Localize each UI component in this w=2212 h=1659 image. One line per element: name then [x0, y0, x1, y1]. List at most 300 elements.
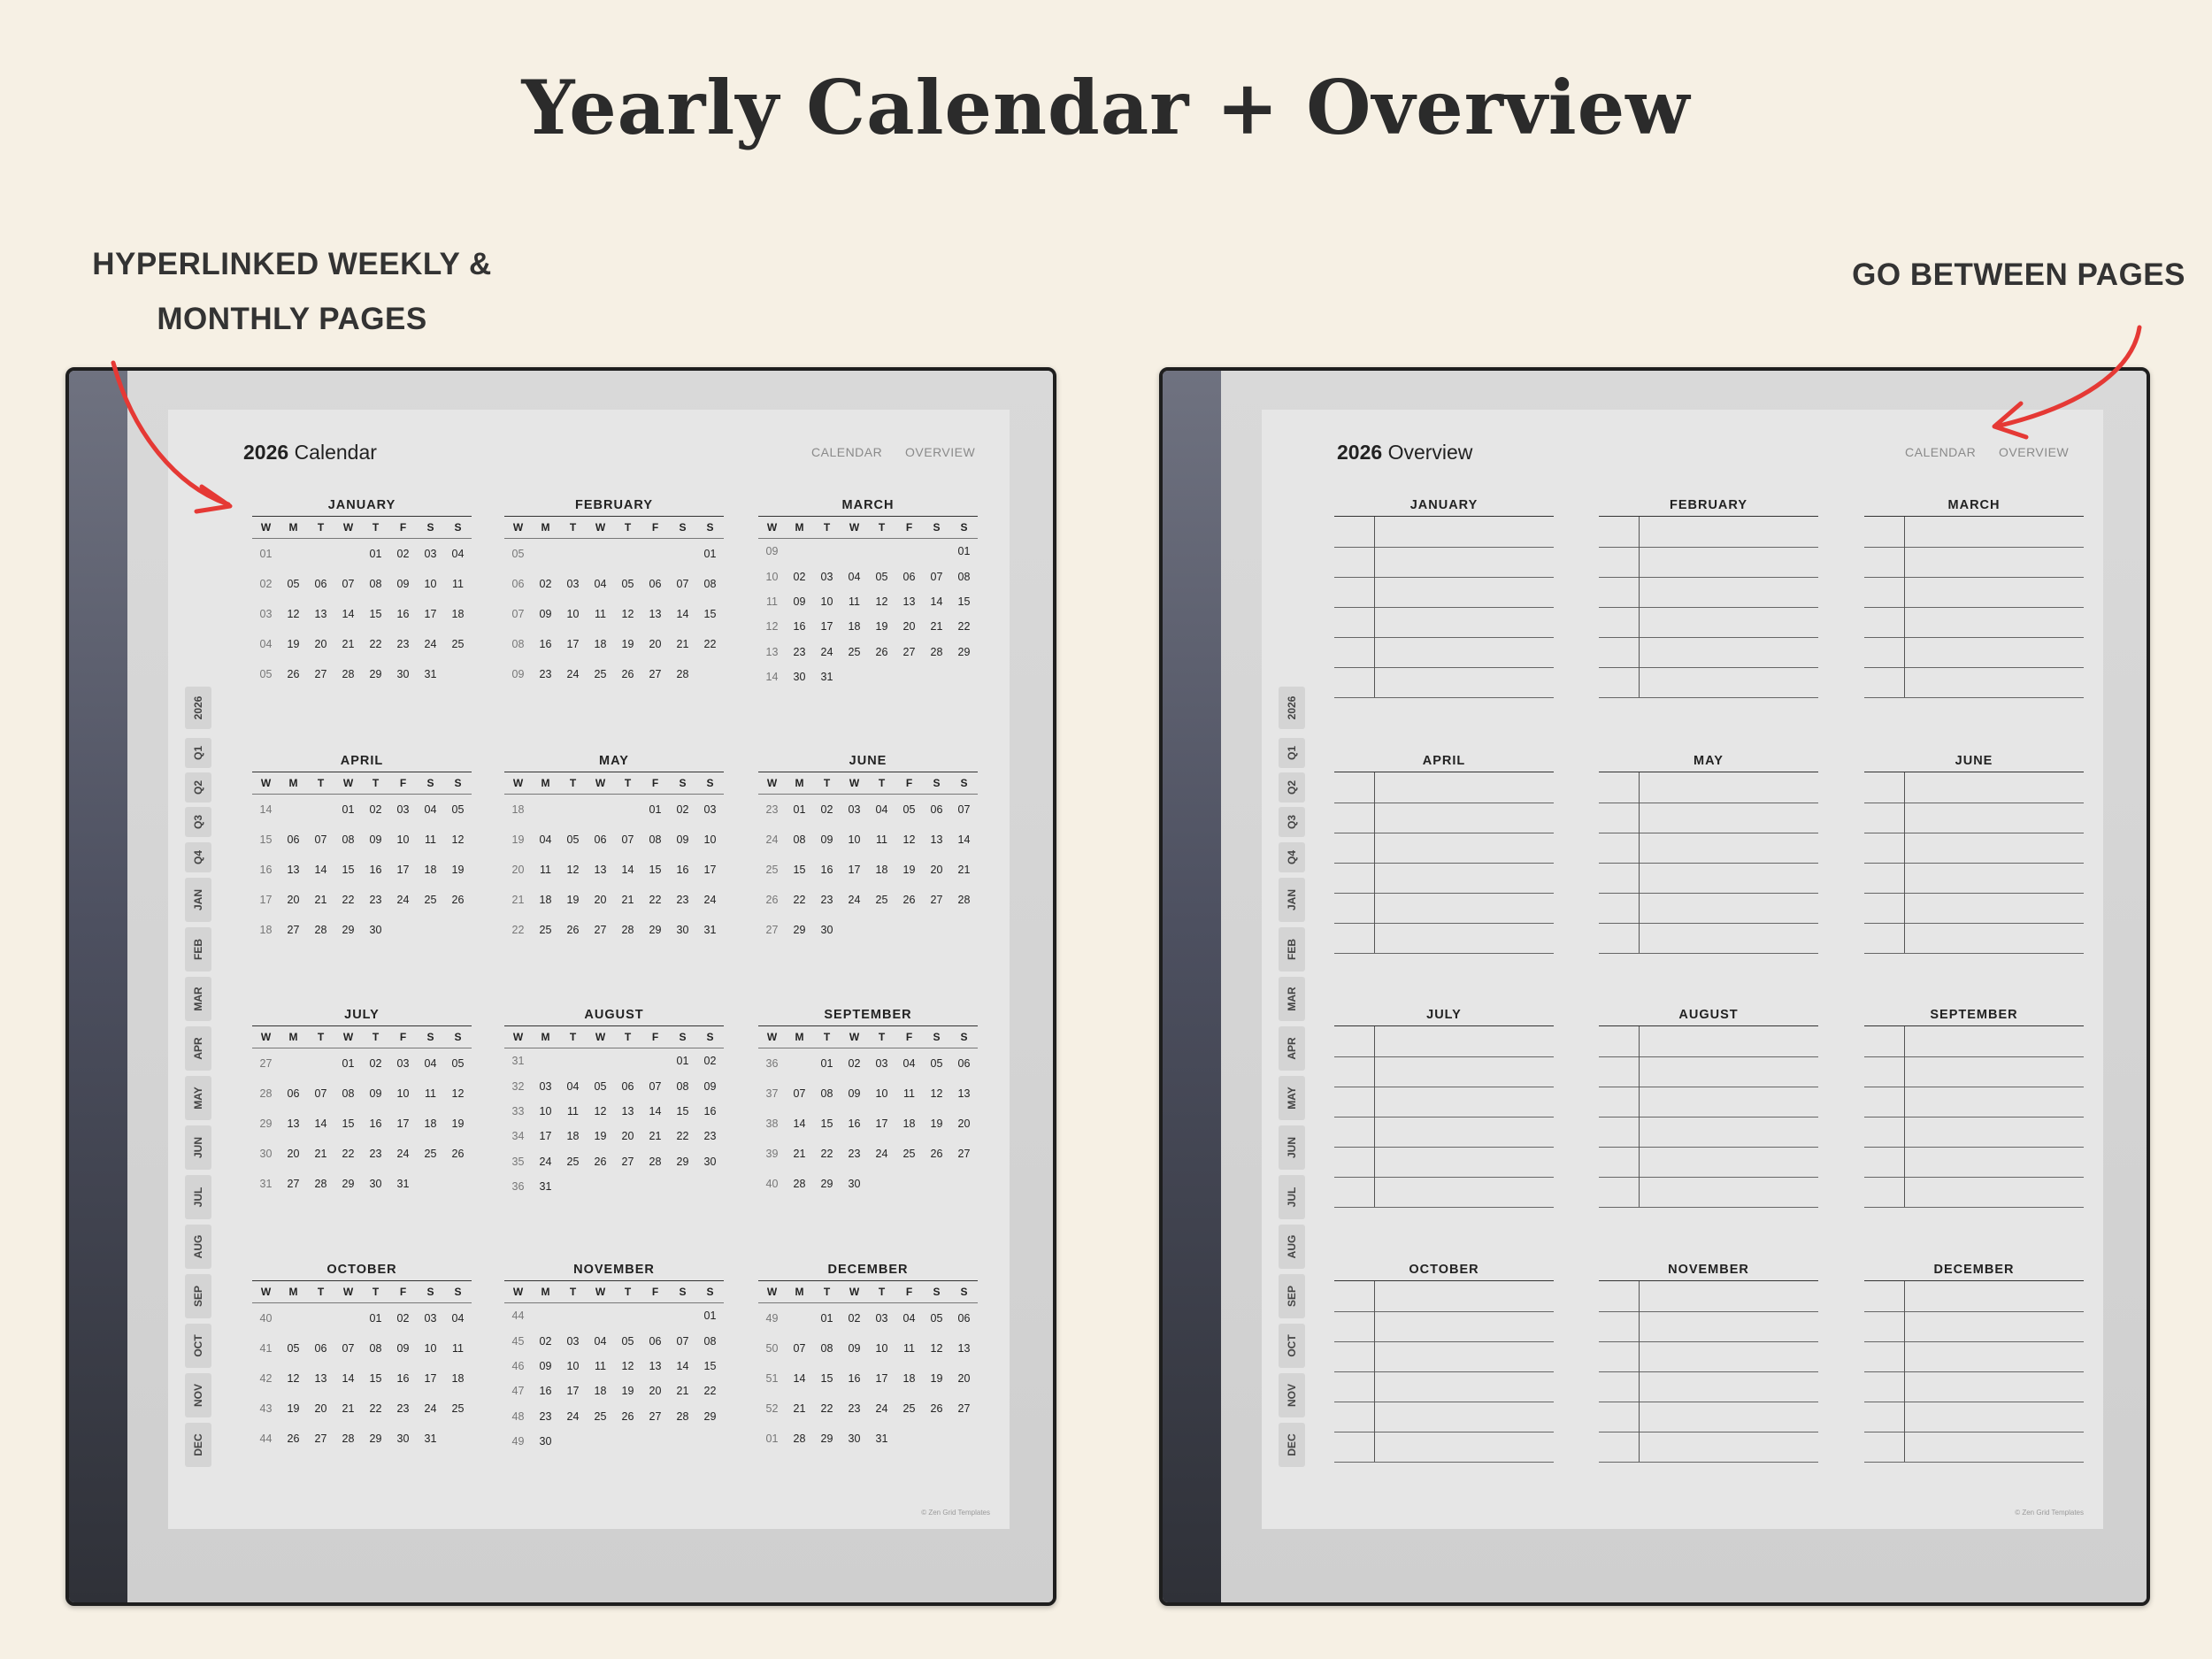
day-link[interactable]: 10 [703, 833, 717, 846]
day-link[interactable]: 19 [875, 620, 888, 634]
side-tab-may[interactable] [185, 1076, 211, 1120]
day-link[interactable]: 11 [595, 1359, 606, 1372]
day-link[interactable]: 05 [566, 833, 580, 846]
day-link[interactable]: 09 [848, 1342, 861, 1355]
day-link[interactable]: 17 [566, 1385, 580, 1398]
day-link[interactable]: 15 [793, 864, 806, 876]
day-link[interactable]: 23 [820, 894, 833, 906]
week-number-link[interactable]: 35 [511, 1155, 525, 1168]
day-link[interactable]: 21 [957, 864, 971, 876]
day-link[interactable]: 05 [930, 1312, 943, 1325]
day-link[interactable]: 22 [703, 1385, 717, 1398]
side-tab-q1[interactable] [185, 738, 211, 768]
week-number-link[interactable]: 14 [765, 671, 779, 684]
month-name[interactable]: MAY [599, 754, 629, 768]
day-link[interactable]: 14 [930, 595, 943, 608]
day-link[interactable]: 11 [849, 595, 860, 608]
day-link[interactable]: 20 [649, 638, 662, 650]
day-link[interactable]: 24 [566, 1409, 580, 1423]
day-link[interactable]: 08 [703, 578, 717, 590]
month-july[interactable] [252, 1008, 472, 1199]
day-link[interactable]: 12 [875, 595, 888, 608]
day-link[interactable]: 15 [703, 608, 717, 620]
day-link[interactable]: 29 [703, 1409, 717, 1423]
week-number-link[interactable]: 44 [511, 1310, 525, 1323]
side-tab-apr[interactable] [1279, 1026, 1305, 1071]
day-link[interactable]: 01 [820, 1312, 833, 1325]
day-link[interactable]: 17 [875, 1372, 888, 1385]
day-link[interactable]: 21 [676, 638, 689, 650]
day-link[interactable]: 04 [566, 1079, 580, 1093]
day-link[interactable]: 26 [451, 1148, 465, 1160]
day-link[interactable]: 21 [676, 1385, 689, 1398]
day-link[interactable]: 09 [820, 833, 833, 846]
week-number-link[interactable]: 28 [259, 1087, 273, 1100]
day-link[interactable]: 01 [369, 1312, 382, 1325]
month-november[interactable] [504, 1263, 724, 1454]
day-link[interactable]: 01 [342, 1057, 355, 1070]
day-link[interactable]: 18 [594, 638, 607, 650]
day-link[interactable]: 10 [396, 1087, 410, 1100]
day-link[interactable]: 20 [287, 894, 300, 906]
week-number-link[interactable]: 51 [765, 1372, 779, 1385]
nav-calendar-link[interactable]: CALENDAR [1905, 445, 1977, 459]
month-name[interactable]: NOVEMBER [573, 1263, 655, 1277]
nav-overview-link[interactable]: OVERVIEW [905, 445, 976, 459]
day-link[interactable]: 13 [594, 864, 607, 876]
day-link[interactable]: 07 [342, 578, 355, 590]
day-link[interactable]: 06 [649, 578, 662, 590]
day-link[interactable]: 21 [342, 638, 355, 650]
day-link[interactable]: 22 [369, 638, 382, 650]
day-link[interactable]: 31 [424, 668, 437, 680]
overview-month-july[interactable] [1334, 1008, 1554, 1207]
side-tab-aug[interactable] [185, 1225, 211, 1269]
overview-lines[interactable] [1864, 1025, 2084, 1207]
day-link[interactable]: 10 [566, 1359, 580, 1372]
month-name[interactable]: FEBRUARY [1669, 498, 1748, 512]
day-link[interactable]: 29 [369, 1432, 382, 1445]
overview-lines[interactable] [1599, 772, 1818, 953]
month-name[interactable]: DECEMBER [827, 1263, 909, 1277]
day-link[interactable]: 08 [703, 1334, 717, 1348]
day-link[interactable]: 21 [649, 1130, 662, 1143]
day-link[interactable]: 15 [369, 1372, 382, 1385]
day-link[interactable]: 09 [369, 1087, 382, 1100]
day-link[interactable]: 22 [342, 1148, 355, 1160]
day-link[interactable]: 28 [676, 1409, 689, 1423]
overview-month-august[interactable] [1599, 1008, 1818, 1207]
month-name[interactable]: OCTOBER [326, 1263, 397, 1277]
month-name[interactable]: JANUARY [1409, 498, 1479, 512]
day-link[interactable]: 18 [566, 1130, 580, 1143]
day-link[interactable]: 05 [621, 1334, 634, 1348]
day-link[interactable]: 01 [649, 803, 662, 816]
side-tab-feb[interactable] [1279, 927, 1305, 972]
week-number-link[interactable]: 10 [765, 570, 779, 583]
day-link[interactable]: 18 [875, 864, 888, 876]
day-link[interactable]: 05 [902, 803, 916, 816]
day-link[interactable]: 11 [903, 1087, 915, 1100]
day-link[interactable]: 04 [451, 548, 465, 560]
day-link[interactable]: 23 [369, 894, 382, 906]
day-link[interactable]: 12 [930, 1087, 943, 1100]
day-link[interactable]: 20 [621, 1130, 634, 1143]
day-link[interactable]: 03 [396, 803, 410, 816]
week-number-link[interactable]: 22 [511, 924, 525, 936]
day-link[interactable]: 11 [425, 1087, 436, 1100]
day-link[interactable]: 17 [424, 1372, 437, 1385]
day-link[interactable]: 15 [957, 595, 971, 608]
day-link[interactable]: 28 [793, 1178, 806, 1190]
day-link[interactable]: 16 [848, 1372, 861, 1385]
day-link[interactable]: 13 [957, 1087, 971, 1100]
week-number-link[interactable]: 36 [511, 1180, 525, 1194]
day-link[interactable]: 30 [539, 1435, 552, 1448]
day-link[interactable]: 25 [424, 894, 437, 906]
week-number-link[interactable]: 19 [511, 833, 525, 846]
day-link[interactable]: 29 [342, 924, 355, 936]
week-number-link[interactable]: 36 [765, 1057, 779, 1070]
month-name[interactable]: JULY [1426, 1008, 1462, 1022]
day-link[interactable]: 16 [539, 638, 552, 650]
day-link[interactable]: 27 [957, 1148, 971, 1160]
week-number-link[interactable]: 13 [765, 645, 779, 658]
day-link[interactable]: 25 [594, 668, 607, 680]
day-link[interactable]: 02 [396, 548, 410, 560]
day-link[interactable]: 27 [902, 645, 916, 658]
day-link[interactable]: 01 [703, 1310, 717, 1323]
week-number-link[interactable]: 16 [259, 864, 273, 876]
day-link[interactable]: 27 [314, 668, 327, 680]
day-link[interactable]: 13 [621, 1104, 634, 1118]
side-tab-q2[interactable] [185, 772, 211, 803]
day-link[interactable]: 22 [793, 894, 806, 906]
day-link[interactable]: 14 [793, 1118, 806, 1130]
overview-lines[interactable] [1599, 516, 1818, 697]
day-link[interactable]: 13 [957, 1342, 971, 1355]
day-link[interactable]: 31 [703, 924, 717, 936]
day-link[interactable]: 30 [396, 1432, 410, 1445]
side-tab-q3[interactable] [1279, 807, 1305, 837]
day-link[interactable]: 08 [820, 1342, 833, 1355]
month-name[interactable]: MAY [1694, 754, 1724, 768]
day-link[interactable]: 28 [314, 924, 327, 936]
day-link[interactable]: 19 [930, 1118, 943, 1130]
week-number-link[interactable]: 07 [511, 608, 525, 620]
day-link[interactable]: 11 [567, 1104, 579, 1118]
side-tab-q1[interactable] [1279, 738, 1305, 768]
month-name[interactable]: JULY [344, 1008, 380, 1022]
day-link[interactable]: 09 [539, 1359, 552, 1372]
day-link[interactable]: 17 [396, 1118, 410, 1130]
side-tab-sep[interactable] [1279, 1274, 1305, 1318]
day-link[interactable]: 04 [539, 833, 552, 846]
day-link[interactable]: 08 [342, 833, 355, 846]
day-link[interactable]: 02 [793, 570, 806, 583]
day-link[interactable]: 19 [930, 1372, 943, 1385]
day-link[interactable]: 17 [848, 864, 861, 876]
day-link[interactable]: 29 [820, 1178, 833, 1190]
day-link[interactable]: 02 [676, 803, 689, 816]
week-number-link[interactable]: 18 [511, 803, 525, 816]
side-tab-q2[interactable] [1279, 772, 1305, 803]
month-march[interactable] [758, 498, 978, 689]
day-link[interactable]: 21 [930, 620, 943, 634]
day-link[interactable]: 21 [314, 1148, 327, 1160]
week-number-link[interactable]: 02 [259, 578, 273, 590]
week-number-link[interactable]: 14 [259, 803, 273, 816]
day-link[interactable]: 08 [649, 833, 662, 846]
day-link[interactable]: 07 [649, 1079, 662, 1093]
week-number-link[interactable]: 52 [765, 1402, 779, 1415]
week-number-link[interactable]: 32 [511, 1079, 525, 1093]
day-link[interactable]: 22 [369, 1402, 382, 1415]
day-link[interactable]: 16 [396, 608, 410, 620]
day-link[interactable]: 19 [621, 1385, 634, 1398]
month-name[interactable]: OCTOBER [1409, 1263, 1479, 1277]
day-link[interactable]: 03 [424, 1312, 437, 1325]
day-link[interactable]: 13 [314, 608, 327, 620]
side-tab-may[interactable] [1279, 1076, 1305, 1120]
week-number-link[interactable]: 01 [765, 1432, 779, 1445]
day-link[interactable]: 12 [930, 1342, 943, 1355]
day-link[interactable]: 07 [957, 803, 971, 816]
side-tab-jun[interactable] [1279, 1125, 1305, 1170]
week-number-link[interactable]: 39 [765, 1148, 779, 1160]
day-link[interactable]: 15 [703, 1359, 717, 1372]
day-link[interactable]: 24 [848, 894, 861, 906]
day-link[interactable]: 01 [342, 803, 355, 816]
week-number-link[interactable]: 23 [765, 803, 779, 816]
day-link[interactable]: 18 [902, 1118, 916, 1130]
day-link[interactable]: 09 [396, 578, 410, 590]
day-link[interactable]: 16 [703, 1104, 717, 1118]
day-link[interactable]: 27 [957, 1402, 971, 1415]
day-link[interactable]: 04 [875, 803, 888, 816]
day-link[interactable]: 07 [793, 1087, 806, 1100]
day-link[interactable]: 02 [369, 1057, 382, 1070]
day-link[interactable]: 23 [848, 1148, 861, 1160]
day-link[interactable]: 11 [452, 1342, 464, 1355]
day-link[interactable]: 25 [902, 1402, 916, 1415]
day-link[interactable]: 09 [703, 1079, 717, 1093]
week-number-link[interactable]: 05 [511, 548, 525, 560]
day-link[interactable]: 26 [451, 894, 465, 906]
day-link[interactable]: 14 [314, 1118, 327, 1130]
day-link[interactable]: 30 [793, 671, 806, 684]
week-number-link[interactable]: 17 [259, 894, 273, 906]
overview-lines[interactable] [1864, 516, 2084, 697]
day-link[interactable]: 26 [594, 1155, 607, 1168]
day-link[interactable]: 23 [676, 894, 689, 906]
day-link[interactable]: 20 [287, 1148, 300, 1160]
day-link[interactable]: 10 [396, 833, 410, 846]
side-tab-aug[interactable] [1279, 1225, 1305, 1269]
day-link[interactable]: 25 [424, 1148, 437, 1160]
day-link[interactable]: 22 [649, 894, 662, 906]
overview-month-september[interactable] [1864, 1008, 2084, 1207]
day-link[interactable]: 30 [369, 1178, 382, 1190]
day-link[interactable]: 16 [848, 1118, 861, 1130]
side-tab-sep[interactable] [185, 1274, 211, 1318]
day-link[interactable]: 12 [902, 833, 916, 846]
week-number-link[interactable]: 05 [259, 668, 273, 680]
overview-month-october[interactable] [1334, 1263, 1554, 1462]
week-number-link[interactable]: 15 [259, 833, 273, 846]
week-number-link[interactable]: 21 [511, 894, 525, 906]
month-january[interactable] [252, 498, 472, 689]
day-link[interactable]: 27 [649, 1409, 662, 1423]
day-link[interactable]: 17 [566, 638, 580, 650]
day-link[interactable]: 25 [451, 638, 465, 650]
day-link[interactable]: 26 [930, 1148, 943, 1160]
week-number-link[interactable]: 37 [765, 1087, 779, 1100]
day-link[interactable]: 23 [369, 1148, 382, 1160]
side-tab-apr[interactable] [185, 1026, 211, 1071]
day-link[interactable]: 13 [930, 833, 943, 846]
day-link[interactable]: 12 [287, 1372, 300, 1385]
day-link[interactable]: 16 [369, 1118, 382, 1130]
side-tab-jan[interactable] [185, 878, 211, 922]
day-link[interactable]: 26 [930, 1402, 943, 1415]
side-tab-jul[interactable] [185, 1175, 211, 1219]
day-link[interactable]: 01 [369, 548, 382, 560]
day-link[interactable]: 30 [848, 1178, 861, 1190]
overview-month-december[interactable] [1864, 1263, 2084, 1462]
overview-lines[interactable] [1599, 1025, 1818, 1207]
day-link[interactable]: 03 [848, 803, 861, 816]
day-link[interactable]: 01 [957, 545, 971, 558]
overview-lines[interactable] [1334, 516, 1554, 697]
day-link[interactable]: 14 [676, 1359, 689, 1372]
week-number-link[interactable]: 27 [765, 924, 779, 936]
day-link[interactable]: 24 [875, 1148, 888, 1160]
day-link[interactable]: 23 [539, 668, 552, 680]
overview-month-february[interactable] [1599, 498, 1818, 697]
day-link[interactable]: 24 [820, 645, 833, 658]
overview-month-june[interactable] [1864, 754, 2084, 953]
day-link[interactable]: 14 [957, 833, 971, 846]
day-link[interactable]: 17 [875, 1118, 888, 1130]
week-number-link[interactable]: 46 [511, 1359, 525, 1372]
day-link[interactable]: 25 [594, 1409, 607, 1423]
week-number-link[interactable]: 47 [511, 1385, 525, 1398]
day-link[interactable]: 31 [820, 671, 833, 684]
day-link[interactable]: 14 [649, 1104, 662, 1118]
day-link[interactable]: 05 [594, 1079, 607, 1093]
month-december[interactable] [758, 1263, 978, 1454]
day-link[interactable]: 31 [396, 1178, 410, 1190]
day-link[interactable]: 29 [649, 924, 662, 936]
week-number-link[interactable]: 30 [259, 1148, 273, 1160]
day-link[interactable]: 20 [902, 620, 916, 634]
day-link[interactable]: 02 [820, 803, 833, 816]
day-link[interactable]: 25 [539, 924, 552, 936]
side-tab-oct[interactable] [1279, 1324, 1305, 1368]
day-link[interactable]: 28 [793, 1432, 806, 1445]
day-link[interactable]: 04 [424, 1057, 437, 1070]
day-link[interactable]: 27 [287, 924, 300, 936]
week-number-link[interactable]: 49 [765, 1312, 779, 1325]
day-link[interactable]: 28 [930, 645, 943, 658]
month-name[interactable]: MARCH [1947, 498, 2001, 512]
day-link[interactable]: 19 [287, 1402, 300, 1415]
day-link[interactable]: 18 [451, 1372, 465, 1385]
day-link[interactable]: 25 [451, 1402, 465, 1415]
day-link[interactable]: 19 [451, 1118, 465, 1130]
day-link[interactable]: 10 [875, 1087, 888, 1100]
month-february[interactable] [504, 498, 724, 689]
day-link[interactable]: 30 [676, 924, 689, 936]
day-link[interactable]: 15 [820, 1372, 833, 1385]
day-link[interactable]: 25 [902, 1148, 916, 1160]
day-link[interactable]: 15 [820, 1118, 833, 1130]
day-link[interactable]: 24 [539, 1155, 552, 1168]
day-link[interactable]: 04 [902, 1312, 916, 1325]
day-link[interactable]: 10 [820, 595, 833, 608]
day-link[interactable]: 22 [957, 620, 971, 634]
day-link[interactable]: 19 [287, 638, 300, 650]
day-link[interactable]: 03 [703, 803, 717, 816]
day-link[interactable]: 17 [424, 608, 437, 620]
month-may[interactable] [504, 754, 724, 945]
day-link[interactable]: 06 [930, 803, 943, 816]
overview-lines[interactable] [1334, 1280, 1554, 1462]
month-name[interactable]: FEBRUARY [574, 498, 654, 512]
overview-lines[interactable] [1864, 772, 2084, 953]
side-tab-2026[interactable] [1279, 687, 1305, 729]
day-link[interactable]: 04 [594, 1334, 607, 1348]
day-link[interactable]: 08 [957, 570, 971, 583]
day-link[interactable]: 28 [342, 1432, 355, 1445]
month-name[interactable]: NOVEMBER [1668, 1263, 1749, 1277]
day-link[interactable]: 23 [793, 645, 806, 658]
day-link[interactable]: 30 [703, 1155, 717, 1168]
day-link[interactable]: 08 [676, 1079, 689, 1093]
day-link[interactable]: 05 [875, 570, 888, 583]
side-tab-oct[interactable] [185, 1324, 211, 1368]
day-link[interactable]: 18 [539, 894, 552, 906]
day-link[interactable]: 28 [314, 1178, 327, 1190]
day-link[interactable]: 09 [369, 833, 382, 846]
day-link[interactable]: 03 [820, 570, 833, 583]
day-link[interactable]: 24 [875, 1402, 888, 1415]
day-link[interactable]: 06 [287, 833, 300, 846]
day-link[interactable]: 21 [793, 1148, 806, 1160]
day-link[interactable]: 18 [451, 608, 465, 620]
day-link[interactable]: 24 [424, 1402, 437, 1415]
day-link[interactable]: 19 [621, 638, 634, 650]
day-link[interactable]: 05 [451, 803, 465, 816]
day-link[interactable]: 20 [594, 894, 607, 906]
day-link[interactable]: 01 [703, 548, 717, 560]
day-link[interactable]: 24 [396, 894, 410, 906]
day-link[interactable]: 29 [957, 645, 971, 658]
day-link[interactable]: 13 [649, 608, 662, 620]
day-link[interactable]: 02 [703, 1055, 717, 1068]
month-name[interactable]: JUNE [1955, 754, 1993, 768]
day-link[interactable]: 07 [793, 1342, 806, 1355]
day-link[interactable]: 09 [848, 1087, 861, 1100]
day-link[interactable]: 27 [930, 894, 943, 906]
day-link[interactable]: 24 [424, 638, 437, 650]
day-link[interactable]: 20 [314, 1402, 327, 1415]
day-link[interactable]: 04 [848, 570, 861, 583]
day-link[interactable]: 12 [621, 1359, 634, 1372]
day-link[interactable]: 05 [287, 578, 300, 590]
day-link[interactable]: 12 [451, 833, 465, 846]
